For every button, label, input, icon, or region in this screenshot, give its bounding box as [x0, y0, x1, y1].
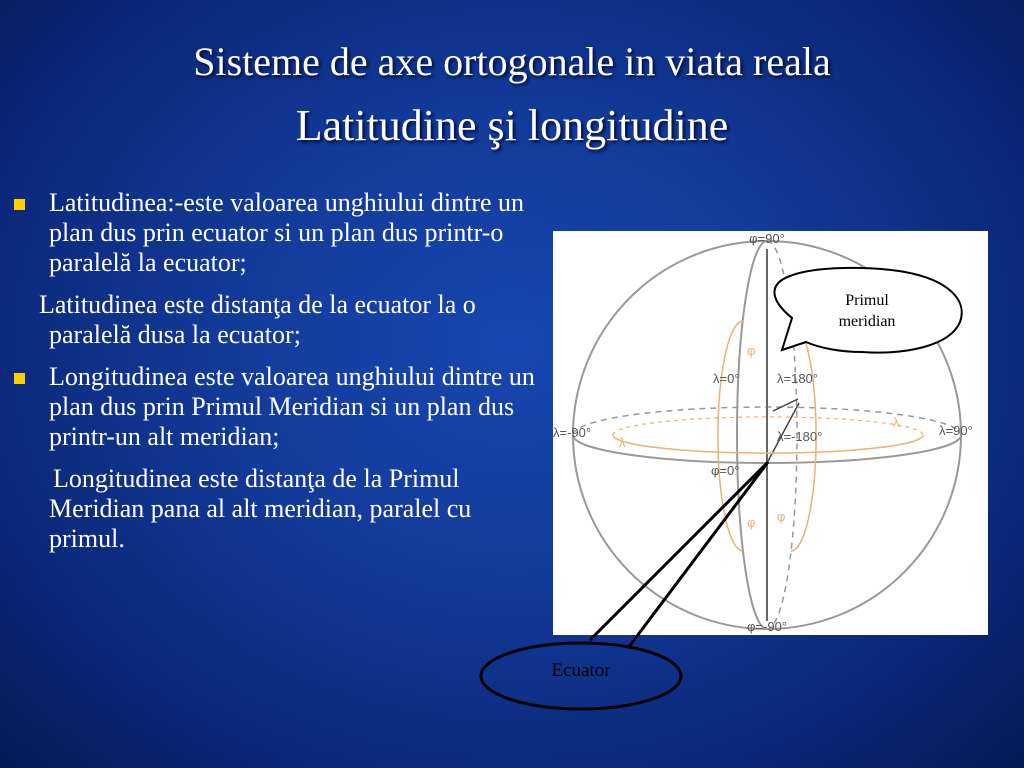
- meridian-text: meridian: [838, 313, 896, 330]
- label-lambda-180: λ=180°: [777, 371, 818, 386]
- paragraph-text: Latitudinea este distanţa de la ecuator la o paralelă dusa la ecuator;: [39, 290, 476, 349]
- lambda-symbol-left: λ: [619, 435, 626, 450]
- ecuator-pointer: [590, 462, 768, 648]
- label-phi-zero: φ=0°: [711, 463, 740, 478]
- label-lambda-minus-90: λ=-90°: [553, 425, 592, 440]
- phi-symbol-upper: φ: [747, 343, 756, 358]
- ecuator-label: Ecuator: [551, 660, 611, 681]
- primul-text: Primul: [845, 292, 889, 309]
- slide-subtitle: Latitudine şi longitudine: [295, 101, 729, 150]
- phi-symbol-lower: φ: [747, 515, 756, 530]
- bullet-text: Latitudinea:-este valoarea unghiului dintre un plan dus prin ecuator si un plan dus printr-o paralelă la ecuator;: [49, 188, 525, 277]
- slide-title: Sisteme de axe ortogonale in viata reala: [193, 39, 831, 84]
- primul-meridian-label: [800, 290, 934, 332]
- label-lambda-minus-180: λ=-180°: [777, 429, 823, 444]
- label-lambda-zero: λ=0°: [713, 371, 740, 386]
- label-phi-top: φ=90°: [749, 231, 785, 246]
- bullet-text: Longitudinea este valoarea unghiului dintre un plan dus prin Primul Meridian si un plan dus printr-un alt meridian;: [49, 362, 535, 451]
- phi-symbol-right: φ: [777, 509, 786, 524]
- label-lambda-90: λ=90°: [939, 423, 973, 438]
- paragraph-text: Longitudinea este distanţa de la Primul Meridian pana al alt meridian, paralel cu primul.: [49, 464, 472, 553]
- label-phi-bottom: φ=-90°: [746, 619, 788, 634]
- lambda-symbol-right: λ: [893, 415, 900, 430]
